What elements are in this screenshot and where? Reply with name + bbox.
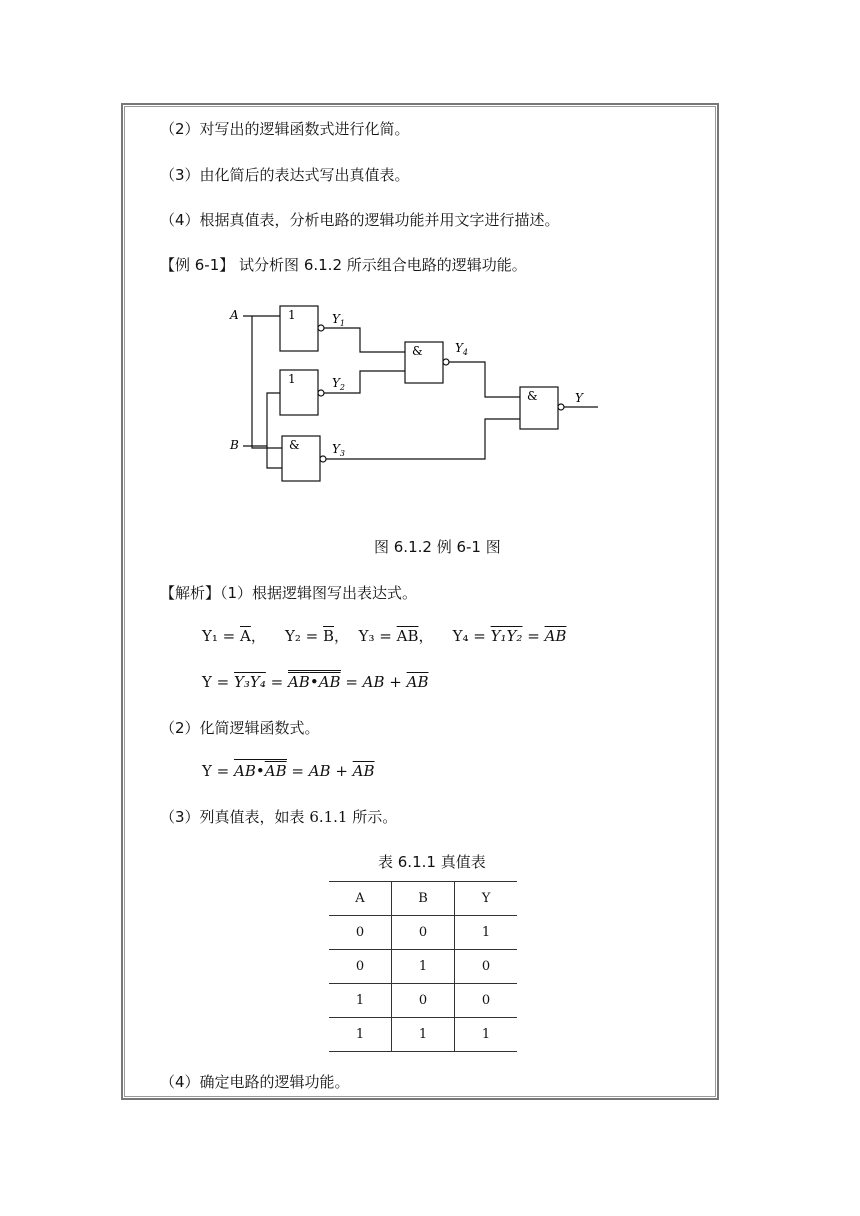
gate-nand-5-bubble [558,404,564,410]
solution-step-1 [160,582,417,603]
y-simplified-b: $\overline{AB}$ [352,762,375,780]
header-b: B [392,882,455,916]
gate-3-symbol: & [289,438,300,452]
solution-step-3: （3）列真值表，如表 6.1.1 所示。 [160,808,398,826]
output-y-label: Y [575,391,583,405]
y3-expr: $\overline{AB}$ [396,627,419,645]
truth-table [329,881,517,1052]
table-row: 0 0 1 [329,916,517,950]
example-heading [160,254,527,275]
signal-y4-label: $Y_4$ [455,341,469,357]
signal-y2-label: $Y_2$ [332,376,346,392]
wire-y3 [326,419,520,459]
input-b-label: B [230,438,239,452]
gate-1-symbol: 1 [288,308,296,322]
y4-expr-a: Y₁Y₂ [490,627,523,645]
signal-y3-label: $Y_3$ [332,442,346,458]
step-2-text: （2）对写出的逻辑函数式进行化简。 [160,120,410,138]
gate-2-symbol: 1 [288,372,296,386]
gate-nand-4-bubble [443,359,449,365]
gate-nand-3-bubble [320,456,326,462]
y2-expr: $\overline{B}$ [323,627,335,645]
y4-expr-b: $\overline{AB}$ [544,627,567,645]
step-4-text: （4）根据真值表，分析电路的逻辑功能并用文字进行描述。 [160,211,560,229]
y1-expr: $\overline{A}$ [240,627,251,645]
gate-not-1 [280,306,318,351]
step-3-text: （3）由化简后的表达式写出真值表。 [160,166,410,184]
example-text: 试分析图 6.1.2 所示组合电路的逻辑功能。 [234,256,527,274]
gate-not-1-bubble [318,325,324,331]
y-expr-a: Y₃Y₄ [234,673,266,691]
gate-not-2-bubble [318,390,324,396]
signal-y1-label: $Y_1$ [332,312,346,328]
solution-step-4: （4）确定电路的逻辑功能。 [160,1073,350,1091]
wire-b-gate3 [267,446,282,468]
table-row: 0 1 0 [329,950,517,984]
gate-nand-4 [405,342,443,383]
table-row: 1 1 1 [329,1018,517,1052]
y-simplified-a: $AB•\overline{AB}$ [234,759,287,780]
header-a: A [329,882,392,916]
equation-line-1: $Y_1 = \overline{A}$， $Y_2 = \overline{B}$， $Y_3 = \overline{AB}$， $Y_4 = Y_1Y_2 = \overline{AB}$ [202,627,567,645]
input-a-label: A [230,308,239,322]
y-expr-b: AB•AB [288,670,341,691]
y-expr-c: $\overline{AB}$ [406,673,429,691]
table-caption: 表 6.1.1 真值表 [378,853,486,871]
figure-caption: 图 6.1.2 例 6-1 图 [374,538,501,556]
solution-step-1-text: （1）根据逻辑图写出表达式。 [220,584,418,602]
logic-circuit-diagram [225,298,605,488]
gate-not-2 [280,370,318,415]
example-tag: 【例 6-1】 [160,256,235,274]
solution-step-2: （2）化简逻辑函数式。 [160,719,320,737]
gate-nand-5 [520,387,558,429]
equation-line-2: Y = Y₃Y₄ = AB•AB = AB + $\overline{AB}$ [202,673,428,691]
table-header-row [329,882,517,916]
wire-b-gate2 [243,393,280,446]
wire-y1 [324,328,405,352]
table-row: 1 0 0 [329,984,517,1018]
gate-5-symbol: & [527,389,538,403]
solution-tag: 【解析】 [160,584,221,602]
header-y: Y [455,882,518,916]
gate-4-symbol: & [412,344,423,358]
equation-line-3: $Y = AB•\overline{AB}$ = AB + $\overline{AB}$ [202,762,375,780]
gate-nand-3 [282,436,320,481]
wire-y4 [449,362,520,397]
